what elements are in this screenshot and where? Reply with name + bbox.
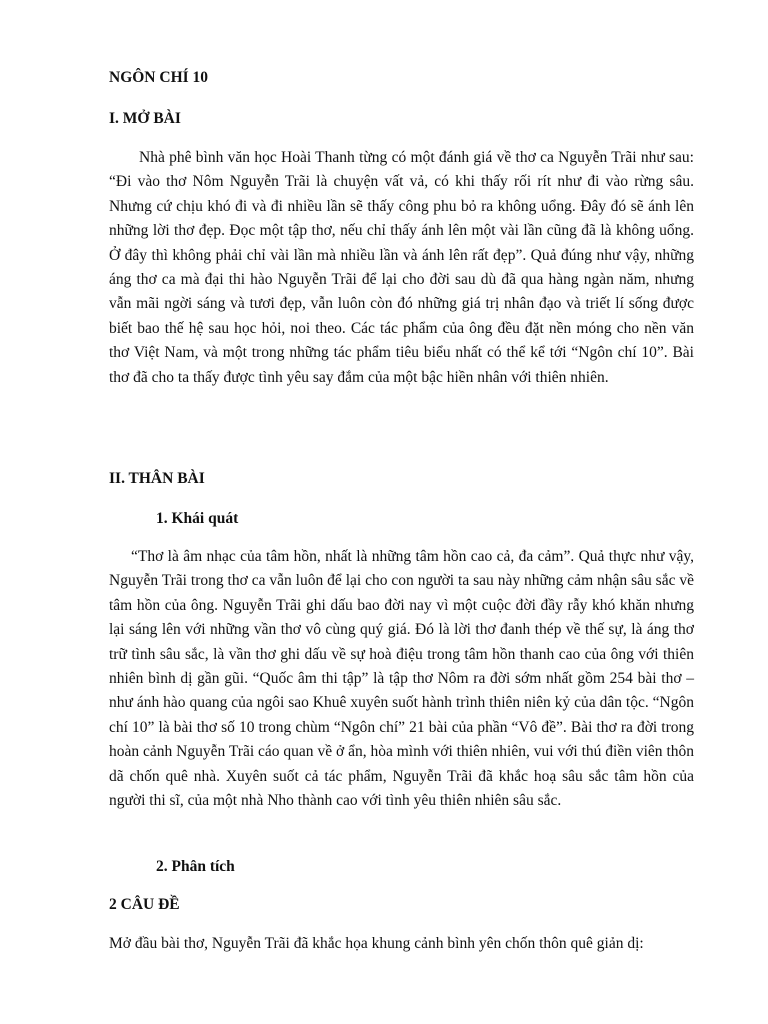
first-couplet-paragraph: Mở đầu bài thơ, Nguyễn Trãi đã khắc họa khung cảnh bình yên chốn thôn quê giản dị:	[109, 935, 644, 952]
intro-paragraph: Nhà phê bình văn học Hoài Thanh từng có một đánh giá về thơ ca Nguyễn Trãi như sau: “Đi vào thơ Nôm Nguyễn Trãi là chuyện vất vả, có khi thấy rối rít như đi vào rừng sâu. Nhưng cứ chịu khó đi và đi nhiều lần sẽ thấy công phu bỏ ra không uổng. Đây đó sẽ ánh lên những lời thơ đẹp. Đọc một tập thơ, nếu chỉ thấy ánh lên một vài lần cũng đã là không uổng. Ở đây thì không phải chỉ vài lần mà nhiều lần và ánh lên rất đẹp”. Quả đúng như vậy, những áng thơ ca mà đại thi hào Nguyễn Trãi để lại cho đời sau dù đã qua hàng ngàn năm, nhưng vẫn mãi ngời sáng và tươi đẹp, vẫn luôn còn đó những giá trị nhân đạo và triết lí sống được biết bao thế hệ sau học hỏi, noi theo. Các tác phẩm của ông đều đặt nền móng cho nền văn thơ Việt Nam, và một trong những tác phẩm tiêu biểu nhất có thể kể tới “Ngôn chí 10”. Bài thơ đã cho ta thấy được tình yêu say đắm của một bậc hiền nhân với thiên nhiên.	[109, 149, 694, 386]
section-heading-body: II. THÂN BÀI	[109, 470, 205, 487]
overview-paragraph: “Thơ là âm nhạc của tâm hồn, nhất là những tâm hồn cao cả, đa cảm”. Quả thực như vậy, Nguyễn Trãi trong thơ ca vẫn luôn để lại cho con người ta sau này những cảm nhận sâu sắc về tâm hồn của ông. Nguyễn Trãi ghi dấu bao đời nay vì một cuộc đời đầy rẫy khó khăn nhưng lại sáng lên với những vần thơ vô cùng quý giá. Đó là lời thơ đanh thép về thế sự, là áng thơ trữ tình sâu sắc, là vần thơ ghi dấu về sự hoà điệu trong tâm hồn thanh cao của ông với thiên nhiên bình dị gần gũi. “Quốc âm thi tập” là tập thơ Nôm ra đời sớm nhất gồm 254 bài thơ – như ánh hào quang của ngôi sao Khuê xuyên suốt hành trình thiên niên kỷ của dân tộc. “Ngôn chí 10” là bài thơ số 10 trong chùm “Ngôn chí” 21 bài của phần “Vô đề”. Bài thơ ra đời trong hoàn cảnh Nguyễn Trãi cáo quan về ở ẩn, hòa mình với thiên nhiên, vui với thú điền viên thôn dã chốn quê nhà. Xuyên suốt cả tác phẩm, Nguyễn Trãi đã khắc hoạ sâu sắc tâm hồn của người thi sĩ, của một nhà Nho thành cao với tình yêu thiên nhiên sâu sắc.	[109, 548, 694, 810]
section-heading-intro: I. MỞ BÀI	[109, 110, 181, 127]
subsection-heading-overview: 1. Khái quát	[156, 510, 239, 527]
part-heading-first-couplet: 2 CÂU ĐỀ	[109, 896, 180, 913]
document-title: NGÔN CHÍ 10	[109, 69, 209, 86]
subsection-heading-analysis: 2. Phân tích	[156, 858, 235, 875]
